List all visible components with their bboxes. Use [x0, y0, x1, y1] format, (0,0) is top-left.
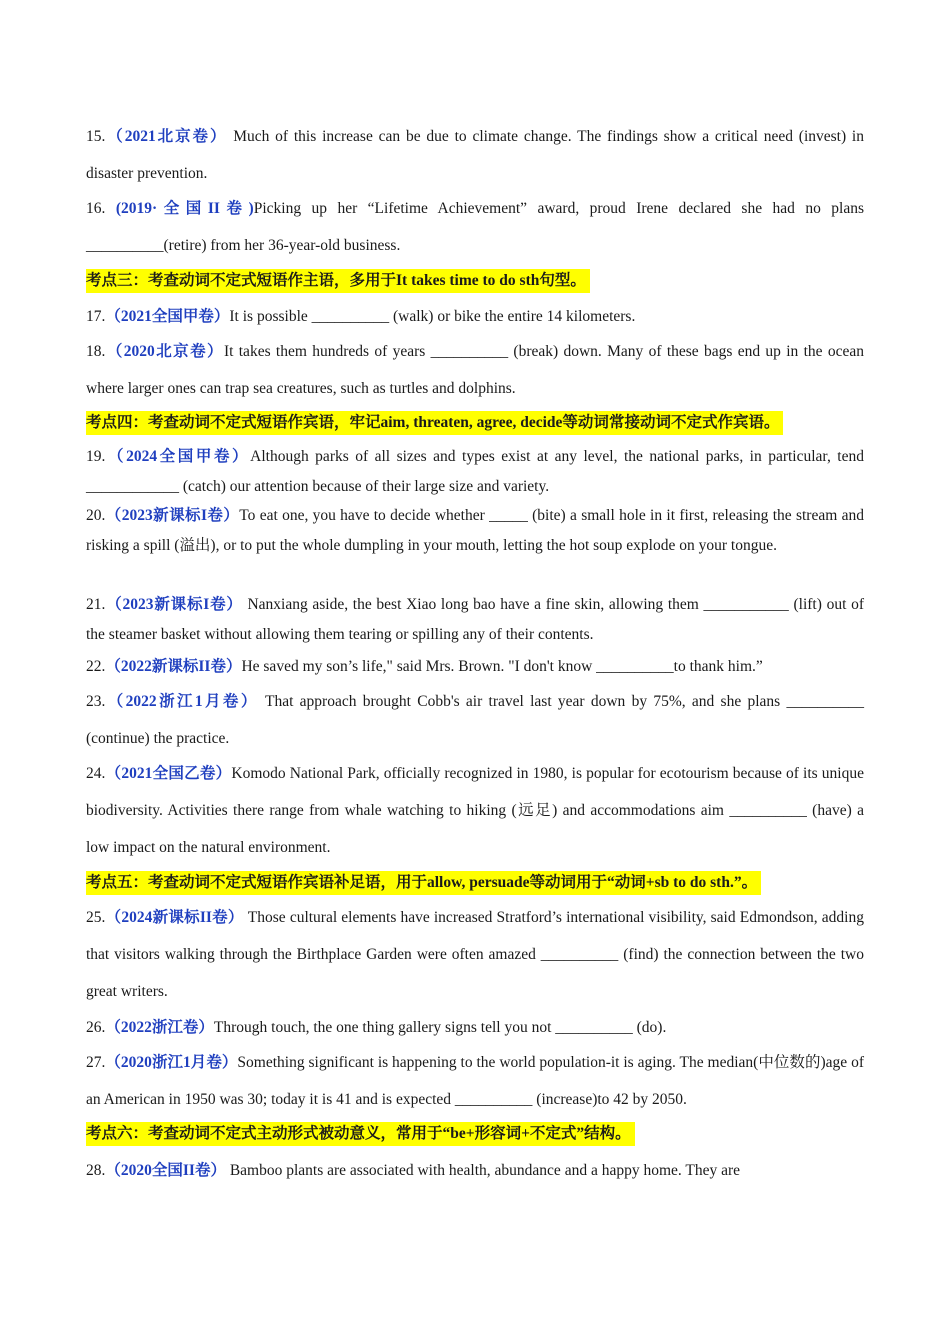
- question-number: 19.: [86, 448, 106, 465]
- question-text: Picking up her “Lifetime Achievement” award, proud Irene declared she had no plans __________(retire) from her 36-year-old business.: [86, 200, 864, 254]
- question-number: 26.: [86, 1019, 106, 1036]
- question-number: 24.: [86, 765, 106, 782]
- question-text: Much of this increase can be due to climate change. The findings show a critical need (invest) in disaster prevention.: [86, 128, 864, 182]
- question-20: [86, 501, 864, 560]
- question-source: （2020北京卷）: [105, 343, 224, 360]
- question-22: [86, 656, 864, 678]
- question-text: It takes them hundreds of years __________ (break) down. Many of these bags end up in the ocean where larger ones can trap sea creatures, such as turtles and dolphins.: [86, 343, 864, 397]
- question-source: （2023新课标I卷）: [105, 596, 243, 613]
- question-26: [86, 1017, 864, 1039]
- question-text: Something significant is happening to the world population-it is aging. The median(中位数的)age of an American in 1950 was 30; today it is 41 and is expected __________ (increase)to 42 by 2050.: [86, 1054, 864, 1108]
- question-text: Bamboo plants are associated with health, abundance and a happy home. They are: [225, 1162, 741, 1179]
- question-number: 25.: [86, 909, 106, 926]
- question-number: 27.: [86, 1054, 106, 1071]
- question-source: （2024新课标II卷）: [105, 909, 244, 926]
- question-text: That approach brought Cobb's air travel last year down by 75%, and she plans __________ (continue) the practice.: [86, 693, 864, 747]
- question-number: 23.: [86, 693, 106, 710]
- question-source: （2022新课标II卷）: [105, 658, 242, 675]
- question-25: [86, 899, 864, 1010]
- question-18: [86, 333, 864, 407]
- question-text: To eat one, you have to decide whether _____ (bite) a small hole in it first, releasing the stream and risking a spill (溢出), or to put the whole dumpling in your mouth, letting the hot soup explode on your tongue.: [86, 507, 864, 554]
- question-number: 18.: [86, 343, 106, 360]
- question-source: （2020全国II卷）: [105, 1162, 226, 1179]
- question-15: [86, 118, 864, 192]
- question-number: 15.: [86, 128, 106, 145]
- question-text: It is possible __________ (walk) or bike the entire 14 kilometers.: [229, 308, 636, 325]
- question-source: （2022浙江1月卷）: [105, 693, 259, 710]
- question-source: （2020浙江1月卷）: [105, 1054, 238, 1071]
- question-27: [86, 1044, 864, 1118]
- question-number: 28.: [86, 1162, 106, 1179]
- question-number: 22.: [86, 658, 106, 675]
- question-source: （2022浙江卷）: [105, 1019, 214, 1036]
- question-17: [86, 306, 864, 328]
- question-text: Nanxiang aside, the best Xiao long bao have a fine skin, allowing them ___________ (lift) out of the steamer basket without allowing them tearing or spilling any of their contents.: [86, 596, 864, 643]
- question-number: 21.: [86, 596, 106, 613]
- key-point-3-heading: 考点三：考查动词不定式短语作主语，多用于It takes time to do sth句型。: [86, 269, 590, 293]
- question-source: （2021北京卷）: [105, 128, 228, 145]
- question-text: Through touch, the one thing gallery signs tell you not __________ (do).: [213, 1019, 667, 1036]
- question-source: （2023新课标I卷）: [105, 507, 240, 524]
- question-source: （2021全国甲卷）: [105, 308, 230, 325]
- question-number: 20.: [86, 507, 106, 524]
- question-text: Although parks of all sizes and types exist at any level, the national parks, in particular, tend ____________ (catch) our attention because of their large size and variety.: [86, 448, 864, 495]
- question-21: [86, 590, 864, 649]
- question-source: (2019·全国II卷): [115, 200, 254, 217]
- question-text: Those cultural elements have increased Stratford’s international visibility, said Edmondson, adding that visitors walking through the Birthplace Garden were often amazed __________ (find) the connection between the two great writers.: [86, 909, 864, 1000]
- question-source: （2021全国乙卷）: [105, 765, 232, 782]
- question-number: 16.: [86, 200, 116, 217]
- question-28: [86, 1152, 864, 1189]
- key-point-5-heading: 考点五：考查动词不定式短语作宾语补足语，用于allow, persuade等动词用于“动词+sb to do sth.”。: [86, 871, 761, 895]
- question-source: （2024全国甲卷）: [105, 448, 251, 465]
- question-text: Komodo National Park, officially recognized in 1980, is popular for ecotourism because of its unique biodiversity. Activities there range from whale watching to hiking (远足) and accommodations aim __________ (have) a low impact on the natural environment.: [86, 765, 864, 856]
- question-23: [86, 683, 864, 757]
- question-16: [86, 190, 864, 264]
- key-point-6-heading: 考点六：考查动词不定式主动形式被动意义，常用于“be+形容词+不定式”结构。: [86, 1122, 635, 1146]
- question-text: He saved my son’s life," said Mrs. Brown. "I don't know __________to thank him.”: [241, 658, 763, 675]
- question-19: [86, 442, 864, 501]
- key-point-4-heading: 考点四：考查动词不定式短语作宾语，牢记aim, threaten, agree, decide等动词常接动词不定式作宾语。: [86, 411, 783, 435]
- question-number: 17.: [86, 308, 106, 325]
- question-24: [86, 755, 864, 866]
